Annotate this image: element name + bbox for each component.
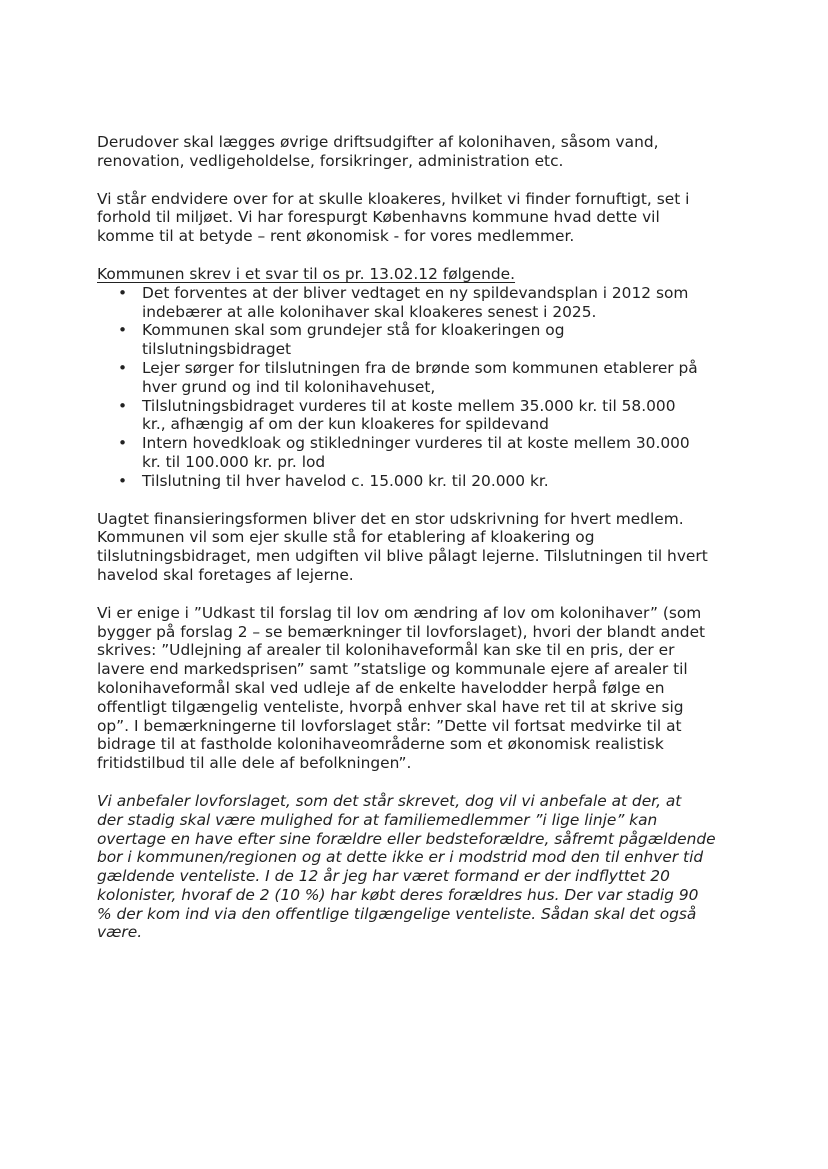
text-line: % der kom ind via den offentlige tilgængelige venteliste. Sådan skal det også [97,904,697,923]
bullet-icon: • [118,358,128,377]
text-line: renovation, vedligeholdelse, forsikringer, administration etc. [97,151,564,170]
paragraph-financing [97,510,737,585]
text-line: Derudover skal lægges øvrige driftsudgifter af kolonihaven, såsom vand, [97,133,659,151]
text-line: Intern hovedkloak og stikledninger vurderes til at koste mellem 30.000 [142,434,690,453]
bullet-icon: • [118,396,128,415]
text-line: skrives: ”Udlejning af arealer til kolonihaveformål kan ske til en pris, der er [97,641,675,660]
text-line: Lejer sørger for tilslutningen fra de brønde som kommunen etablerer på [142,358,698,377]
bullet-icon: • [118,321,128,340]
text-line: Det forventes at der bliver vedtaget en ny spildevandsplan i 2012 som [142,283,689,302]
text-line: Uagtet finansieringsformen bliver det en stor udskrivning for hvert medlem. [97,509,684,528]
text-line: kolonister, hvoraf de 2 (10 %) har købt deres forældres hus. Der var stadig 90 [97,885,699,904]
list-item [97,472,737,491]
paragraph-operating-costs [97,133,737,171]
text-line: overtage en have efter sine forældre eller bedsteforældre, såfremt pågældende [97,829,716,848]
text-line: indebærer at alle kolonihaver skal kloakeres senest i 2025. [142,302,597,321]
text-line: hver grund og ind til kolonihavehuset, [142,377,436,396]
list-item [97,284,737,322]
text-line: bygger på forslag 2 – se bemærkninger til lovforslaget), hvori der blandt andet [97,622,706,641]
text-line: tilslutningsbidraget, men udgiften vil blive pålagt lejerne. Tilslutningen til hvert [97,547,708,566]
text-line: der stadig skal være mulighed for at familiemedlemmer ”i lige linje” kan [97,810,658,829]
bullet-list [97,284,737,491]
document-page [97,133,737,942]
text-line: bidrage til at fastholde kolonihaveområderne som et økonomisk realistisk [97,735,664,754]
text-line: Tilslutningsbidraget vurderes til at koste mellem 35.000 kr. til 58.000 [142,396,676,415]
section-heading: Kommunen skrev i et svar til os pr. 13.02.12 følgende. [97,264,516,283]
text-line: Vi er enige i ”Udkast til forslag til lov om ændring af lov om kolonihaver” (som [97,603,702,622]
list-item [97,434,737,472]
text-line: fritidstilbud til alle dele af befolkningen”. [97,754,412,773]
text-line: lavere end markedsprisen” samt ”statslige og kommunale ejere af arealer til [97,660,688,679]
text-line: Tilslutning til hver havelod c. 15.000 kr. til 20.000 kr. [142,471,549,490]
text-line: offentligt tilgængelig venteliste, hvorpå enhver skal have ret til at skrive sig [97,697,684,716]
text-line: Kommunen skal som grundejer stå for kloakeringen og [142,321,565,340]
text-line: kr. til 100.000 kr. pr. lod [142,452,326,471]
bullet-icon: • [118,434,128,453]
text-line: kr., afhængig af om der kun kloakeres for spildevand [142,415,549,434]
text-line: Vi anbefaler lovforslaget, som det står skrevet, dog vil vi anbefale at der, at [97,791,682,810]
text-line: være. [97,923,143,942]
list-item [97,397,737,435]
bullet-icon: • [118,471,128,490]
text-line: bor i kommunen/regionen og at dette ikke er i modstrid mod den til enhver tid [97,848,704,867]
text-line: havelod skal foretages af lejerne. [97,565,354,584]
text-line: kolonihaveformål skal ved udleje af de enkelte havelodder herpå følge en [97,678,665,697]
text-line: komme til at betyde – rent økonomisk - for vores medlemmer. [97,227,575,246]
paragraph-law-draft [97,604,737,773]
text-line: Kommunen vil som ejer skulle stå for etablering af kloakering og [97,528,595,547]
text-line: forhold til miljøet. Vi har forespurgt Københavns kommune hvad dette vil [97,208,660,227]
list-item [97,359,737,397]
text-line: Vi står endvidere over for at skulle kloakeres, hvilket vi finder fornuftigt, set i [97,189,690,208]
list-item [97,321,737,359]
text-line: tilslutningsbidraget [142,340,292,359]
text-line: op”. I bemærkningerne til lovforslaget står: ”Dette vil fortsat medvirke til at [97,716,682,735]
bullet-icon: • [118,283,128,302]
paragraph-sewerage [97,190,737,246]
paragraph-recommendation [97,792,737,942]
text-line: gældende venteliste. I de 12 år jeg har været formand er der indflyttet 20 [97,867,670,886]
